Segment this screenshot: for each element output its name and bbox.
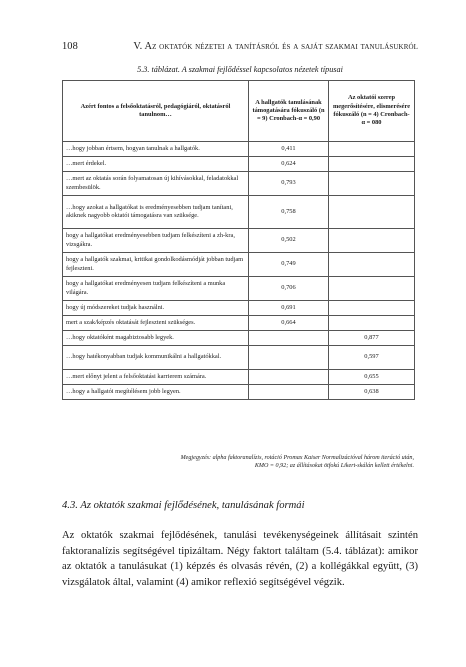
running-title: V. Az oktatók nézetei a tanításról és a saját szakmai tanulásukról <box>133 41 418 52</box>
loading-factor-2 <box>329 277 415 301</box>
table-header-row <box>63 81 415 142</box>
table-row <box>63 172 415 196</box>
loading-factor-1: 0,749 <box>249 253 329 277</box>
table-row <box>63 385 415 400</box>
row-label: …mert az oktatás során folyamatosan új kihívásokkal, feladatokkal szembesülök. <box>63 172 249 196</box>
views-table <box>62 80 415 400</box>
loading-factor-1: 0,624 <box>249 157 329 172</box>
header-statement: Azért fontos a felsőoktatásról, pedagógiáról, oktatásról tanulnom… <box>63 81 249 142</box>
row-label: …mert érdekel. <box>63 157 249 172</box>
header-teacher-role: Az oktatói szerep megerősítésére, elismerésére fókuszáló (n = 4) Cronbach-α = 080 <box>329 81 415 142</box>
row-label: …hogy jobban értsem, hogyan tanulnak a hallgatók. <box>63 142 249 157</box>
row-label: …hogy hatékonyabban tudjak kommunikálni a hallgatókkal. <box>63 346 249 370</box>
row-label: hogy a hallgatók szakmai, kritikai gondolkodásmódját jobban tudjam fejleszteni. <box>63 253 249 277</box>
loading-factor-2 <box>329 172 415 196</box>
row-label: …hogy a hallgatói megítélésem jobb legyen. <box>63 385 249 400</box>
row-label: hogy a hallgatókat eredményesen tudjam felkészíteni a munka világára. <box>63 277 249 301</box>
table-row <box>63 157 415 172</box>
row-label: hogy a hallgatókat eredményesebben tudjam felkészíteni a zh-kra, vizsgákra. <box>63 229 249 253</box>
loading-factor-2 <box>329 229 415 253</box>
loading-factor-2 <box>329 316 415 331</box>
section-title: 4.3. Az oktatók szakmai fejlődésének, tanulásának formái <box>62 500 305 511</box>
loading-factor-2 <box>329 253 415 277</box>
row-label: …hogy oktatóként magabiztosabb legyek. <box>63 331 249 346</box>
loading-factor-2: 0,597 <box>329 346 415 370</box>
table-note-line: Megjegyzés: alpha faktoranalízis, rotáció Promax Kaiser Normalizációval három iteráció után, <box>180 455 414 461</box>
table-row <box>63 253 415 277</box>
table-note-line: KMO = 0,92; az állításokat ötfokú Likert-skálán kellett értékelni. <box>254 463 414 470</box>
loading-factor-1: 0,502 <box>249 229 329 253</box>
table-caption: 5.3. táblázat. A szakmai fejlődéssel kapcsolatos nézetek típusai <box>137 65 343 74</box>
loading-factor-1 <box>249 346 329 370</box>
loading-factor-1: 0,793 <box>249 172 329 196</box>
loading-factor-1: 0,411 <box>249 142 329 157</box>
table-row <box>63 277 415 301</box>
table-row <box>63 229 415 253</box>
table-row <box>63 346 415 370</box>
loading-factor-1 <box>249 331 329 346</box>
loading-factor-2 <box>329 301 415 316</box>
table-row <box>63 142 415 157</box>
loading-factor-2: 0,877 <box>329 331 415 346</box>
loading-factor-1: 0,706 <box>249 277 329 301</box>
table-row <box>63 370 415 385</box>
header-student-learning: A hallgatók tanulásának támogatására fókuszáló (n = 9) Cronbach-α = 0,90 <box>249 81 329 142</box>
loading-factor-2 <box>329 196 415 229</box>
table-row <box>63 301 415 316</box>
loading-factor-2 <box>329 142 415 157</box>
table-row <box>63 331 415 346</box>
row-label: hogy új módszereket tudjak használni. <box>63 301 249 316</box>
row-label: …mert előnyt jelent a felsőoktatási karrierem számára. <box>63 370 249 385</box>
loading-factor-1 <box>249 385 329 400</box>
row-label: …hogy azokat a hallgatókat is eredményesebben tudjam tanítani, akiknek nagyobb oktatói támogatásra van szüksége. <box>63 196 249 229</box>
loading-factor-1: 0,758 <box>249 196 329 229</box>
loading-factor-2: 0,655 <box>329 370 415 385</box>
table-note <box>62 454 414 470</box>
table-row <box>63 196 415 229</box>
table-row <box>63 316 415 331</box>
row-label: mert a szak/képzés oktatását fejleszteni szükséges. <box>63 316 249 331</box>
loading-factor-1: 0,664 <box>249 316 329 331</box>
loading-factor-2: 0,638 <box>329 385 415 400</box>
loading-factor-1: 0,691 <box>249 301 329 316</box>
loading-factor-2 <box>329 157 415 172</box>
body-paragraph: Az oktatók szakmai fejlődésének, tanulási tevékenységeinek állításait szintén faktoranalízis segítségével tipizáltam. Négy faktort találtam (5.4. táblázat): amikor az oktatók a tanulásukat (1) képzés és olvasás révén, (2) a kollégákkal együtt, (3) vizsgálatok által, valamint (4) amikor reflexió segítségével végzik. <box>62 530 418 589</box>
loading-factor-1 <box>249 370 329 385</box>
page-number: 108 <box>62 41 78 52</box>
